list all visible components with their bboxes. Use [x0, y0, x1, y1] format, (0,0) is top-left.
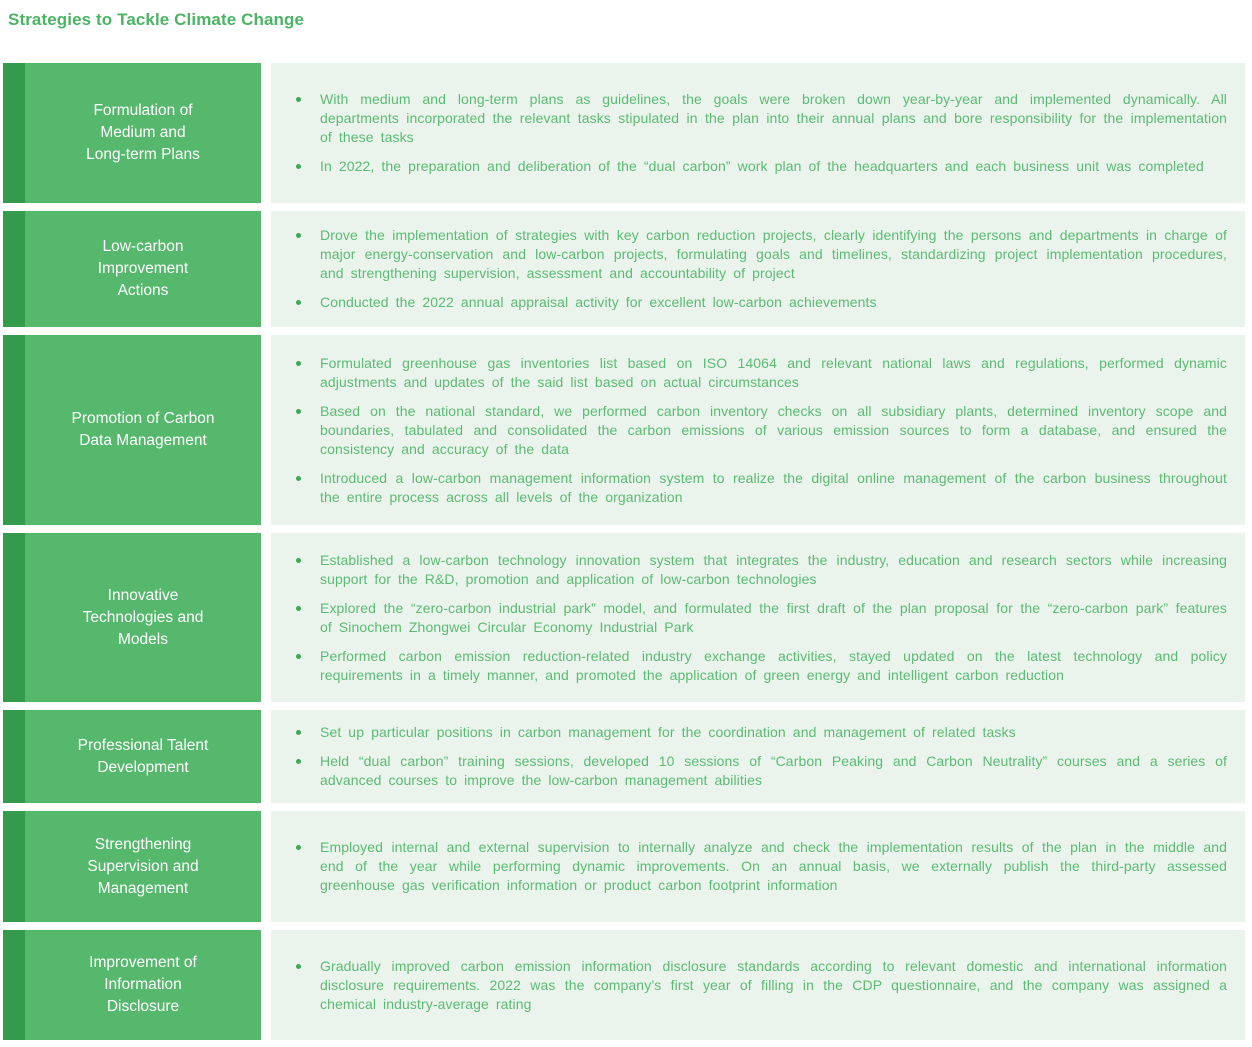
- strategy-label-line: Models: [118, 630, 168, 648]
- bullet-item: [293, 838, 1227, 895]
- strategy-label-line: Improvement of: [89, 954, 197, 971]
- strategy-label: [3, 811, 261, 922]
- bullet-text: Explored the “zero-carbon industrial park” model, and formulated the first draft of the plan proposal for the “zero-carbon park” features of Sinochem Zhongwei Circular Economy Industrial Park: [320, 599, 1227, 635]
- strategy-row-information-disclosure: [3, 930, 1245, 1040]
- strategy-details: [271, 811, 1245, 922]
- bullet-dot-icon: [296, 730, 301, 735]
- bullet-item: [293, 293, 1227, 312]
- strategy-label-line: Information: [104, 976, 182, 993]
- bullet-item: [293, 226, 1227, 283]
- bullet-item: [293, 957, 1227, 1014]
- bullet-text: Based on the national standard, we performed carbon inventory checks on all subsidiary plants, determined inventory scope and boundaries, tabulated and consolidated the carbon emissions of various emission sources to form a database, and ensured the consistency and accuracy of the data: [320, 402, 1227, 457]
- bullet-dot-icon: [296, 164, 301, 169]
- bullet-text: Established a low-carbon technology innovation system that integrates the industry, education and research sectors while increasing support for the R&D, promotion and application of low-carbon technologies: [320, 551, 1227, 587]
- bullet-dot-icon: [296, 558, 301, 563]
- bullet-item: [293, 157, 1227, 176]
- strategy-row-innovative-technologies: [3, 533, 1245, 702]
- bullet-text: Set up particular positions in carbon management for the coordination and management of related tasks: [320, 724, 1016, 740]
- strategy-details: [271, 930, 1245, 1040]
- strategy-label: [3, 211, 261, 327]
- strategy-details: [271, 335, 1245, 525]
- bullet-item: [293, 599, 1227, 637]
- strategy-label-line: Professional Talent: [77, 736, 209, 754]
- strategy-label: [3, 533, 261, 702]
- bullet-dot-icon: [296, 964, 301, 969]
- bullet-item: [293, 402, 1227, 459]
- strategies-table: [3, 63, 1245, 1040]
- bullet-text: Drove the implementation of strategies with key carbon reduction projects, clearly identifying the persons and departments in charge of major energy-conservation and low-carbon projects, formulating goals and timelines, standardizing project implementation procedures, and strengthening supervision, assessment and accountability of project: [320, 227, 1227, 281]
- bullet-dot-icon: [296, 97, 301, 102]
- strategy-row-low-carbon-actions: [3, 211, 1245, 327]
- bullet-dot-icon: [296, 759, 301, 764]
- strategy-label-line: Development: [97, 758, 189, 776]
- bullet-dot-icon: [296, 233, 301, 238]
- strategy-label: [3, 63, 261, 203]
- strategy-label-line: Low-carbon: [102, 238, 184, 255]
- strategy-label-line: Actions: [117, 282, 169, 299]
- strategy-row-talent-development: [3, 710, 1245, 803]
- bullet-dot-icon: [296, 361, 301, 366]
- strategy-label-line: Innovative: [107, 586, 179, 604]
- strategy-details: [271, 211, 1245, 327]
- bullet-text: In 2022, the preparation and deliberation of the “dual carbon” work plan of the headquarters and each business unit was completed: [320, 158, 1204, 174]
- strategy-label-line: Long-term Plans: [86, 146, 200, 163]
- strategy-label-line: Medium and: [100, 124, 186, 141]
- bullet-item: [293, 354, 1227, 392]
- strategy-label-line: Data Management: [79, 432, 207, 449]
- bullet-dot-icon: [296, 654, 301, 659]
- bullet-text: Performed carbon emission reduction-related industry exchange activities, stayed updated on the latest technology and policy requirements in a timely manner, and promoted the application of green energy and intelligent carbon reduction: [320, 647, 1227, 683]
- bullet-dot-icon: [296, 476, 301, 481]
- bullet-item: [293, 723, 1227, 742]
- strategy-details: [271, 710, 1245, 803]
- strategy-label-line: Management: [97, 879, 189, 897]
- bullet-dot-icon: [296, 300, 301, 305]
- strategy-row-supervision-management: [3, 811, 1245, 922]
- strategy-details: [271, 63, 1245, 203]
- strategy-label-line: Improvement: [97, 260, 189, 277]
- bullet-text: Conducted the 2022 annual appraisal activity for excellent low-carbon achievements: [320, 294, 877, 310]
- bullet-text: Formulated greenhouse gas inventories list based on ISO 14064 and relevant national laws and regulations, performed dynamic adjustments and updates of the said list based on actual circumstances: [320, 354, 1227, 390]
- bullet-item: [293, 647, 1227, 685]
- bullet-text: Gradually improved carbon emission information disclosure standards according to relevant domestic and international information disclosure requirements. 2022 was the company’s first year of filling in the CDP questionnaire, and the company was assigned a chemical industry-average rating: [320, 957, 1227, 1012]
- strategy-label: [3, 930, 261, 1040]
- strategy-label-line: Strengthening: [94, 835, 192, 853]
- strategy-row-carbon-data-management: [3, 335, 1245, 525]
- strategy-label-line: Disclosure: [106, 998, 180, 1015]
- bullet-text: Held “dual carbon” training sessions, developed 10 sessions of “Carbon Peaking and Carbon Neutrality” courses and a series of advanced courses to improve the low-carbon management abilities: [320, 753, 1227, 788]
- strategy-label-line: Supervision and: [87, 857, 199, 875]
- bullet-dot-icon: [296, 606, 301, 611]
- bullet-item: [293, 469, 1227, 507]
- bullet-dot-icon: [296, 409, 301, 414]
- bullet-item: [293, 90, 1227, 147]
- bullet-text: Employed internal and external supervision to internally analyze and check the implementation results of the plan in the middle and end of the year while performing dynamic improvements. On an annual basis, we externally publish the third-party assessed greenhouse gas verification information or product carbon footprint information: [320, 839, 1227, 893]
- bullet-item: [293, 551, 1227, 589]
- bullet-text: Introduced a low-carbon management information system to realize the digital online management of the carbon business throughout the entire process across all levels of the organization: [320, 469, 1227, 505]
- bullet-dot-icon: [296, 845, 301, 850]
- strategy-label-line: Technologies and: [82, 608, 204, 626]
- strategy-label: [3, 335, 261, 525]
- strategy-label-line: Formulation of: [93, 102, 193, 119]
- bullet-text: With medium and long-term plans as guidelines, the goals were broken down year-by-year and implemented dynamically. All departments incorporated the relevant tasks stipulated in the plan into their annual plans and bore responsibility for the implementation of these tasks: [320, 91, 1227, 145]
- strategy-row-formulation-plans: [3, 63, 1245, 203]
- strategy-details: [271, 533, 1245, 702]
- bullet-item: [293, 752, 1227, 790]
- strategy-label: [3, 710, 261, 803]
- strategy-label-line: Promotion of Carbon: [71, 410, 215, 427]
- page-title: Strategies to Tackle Climate Change: [8, 10, 305, 29]
